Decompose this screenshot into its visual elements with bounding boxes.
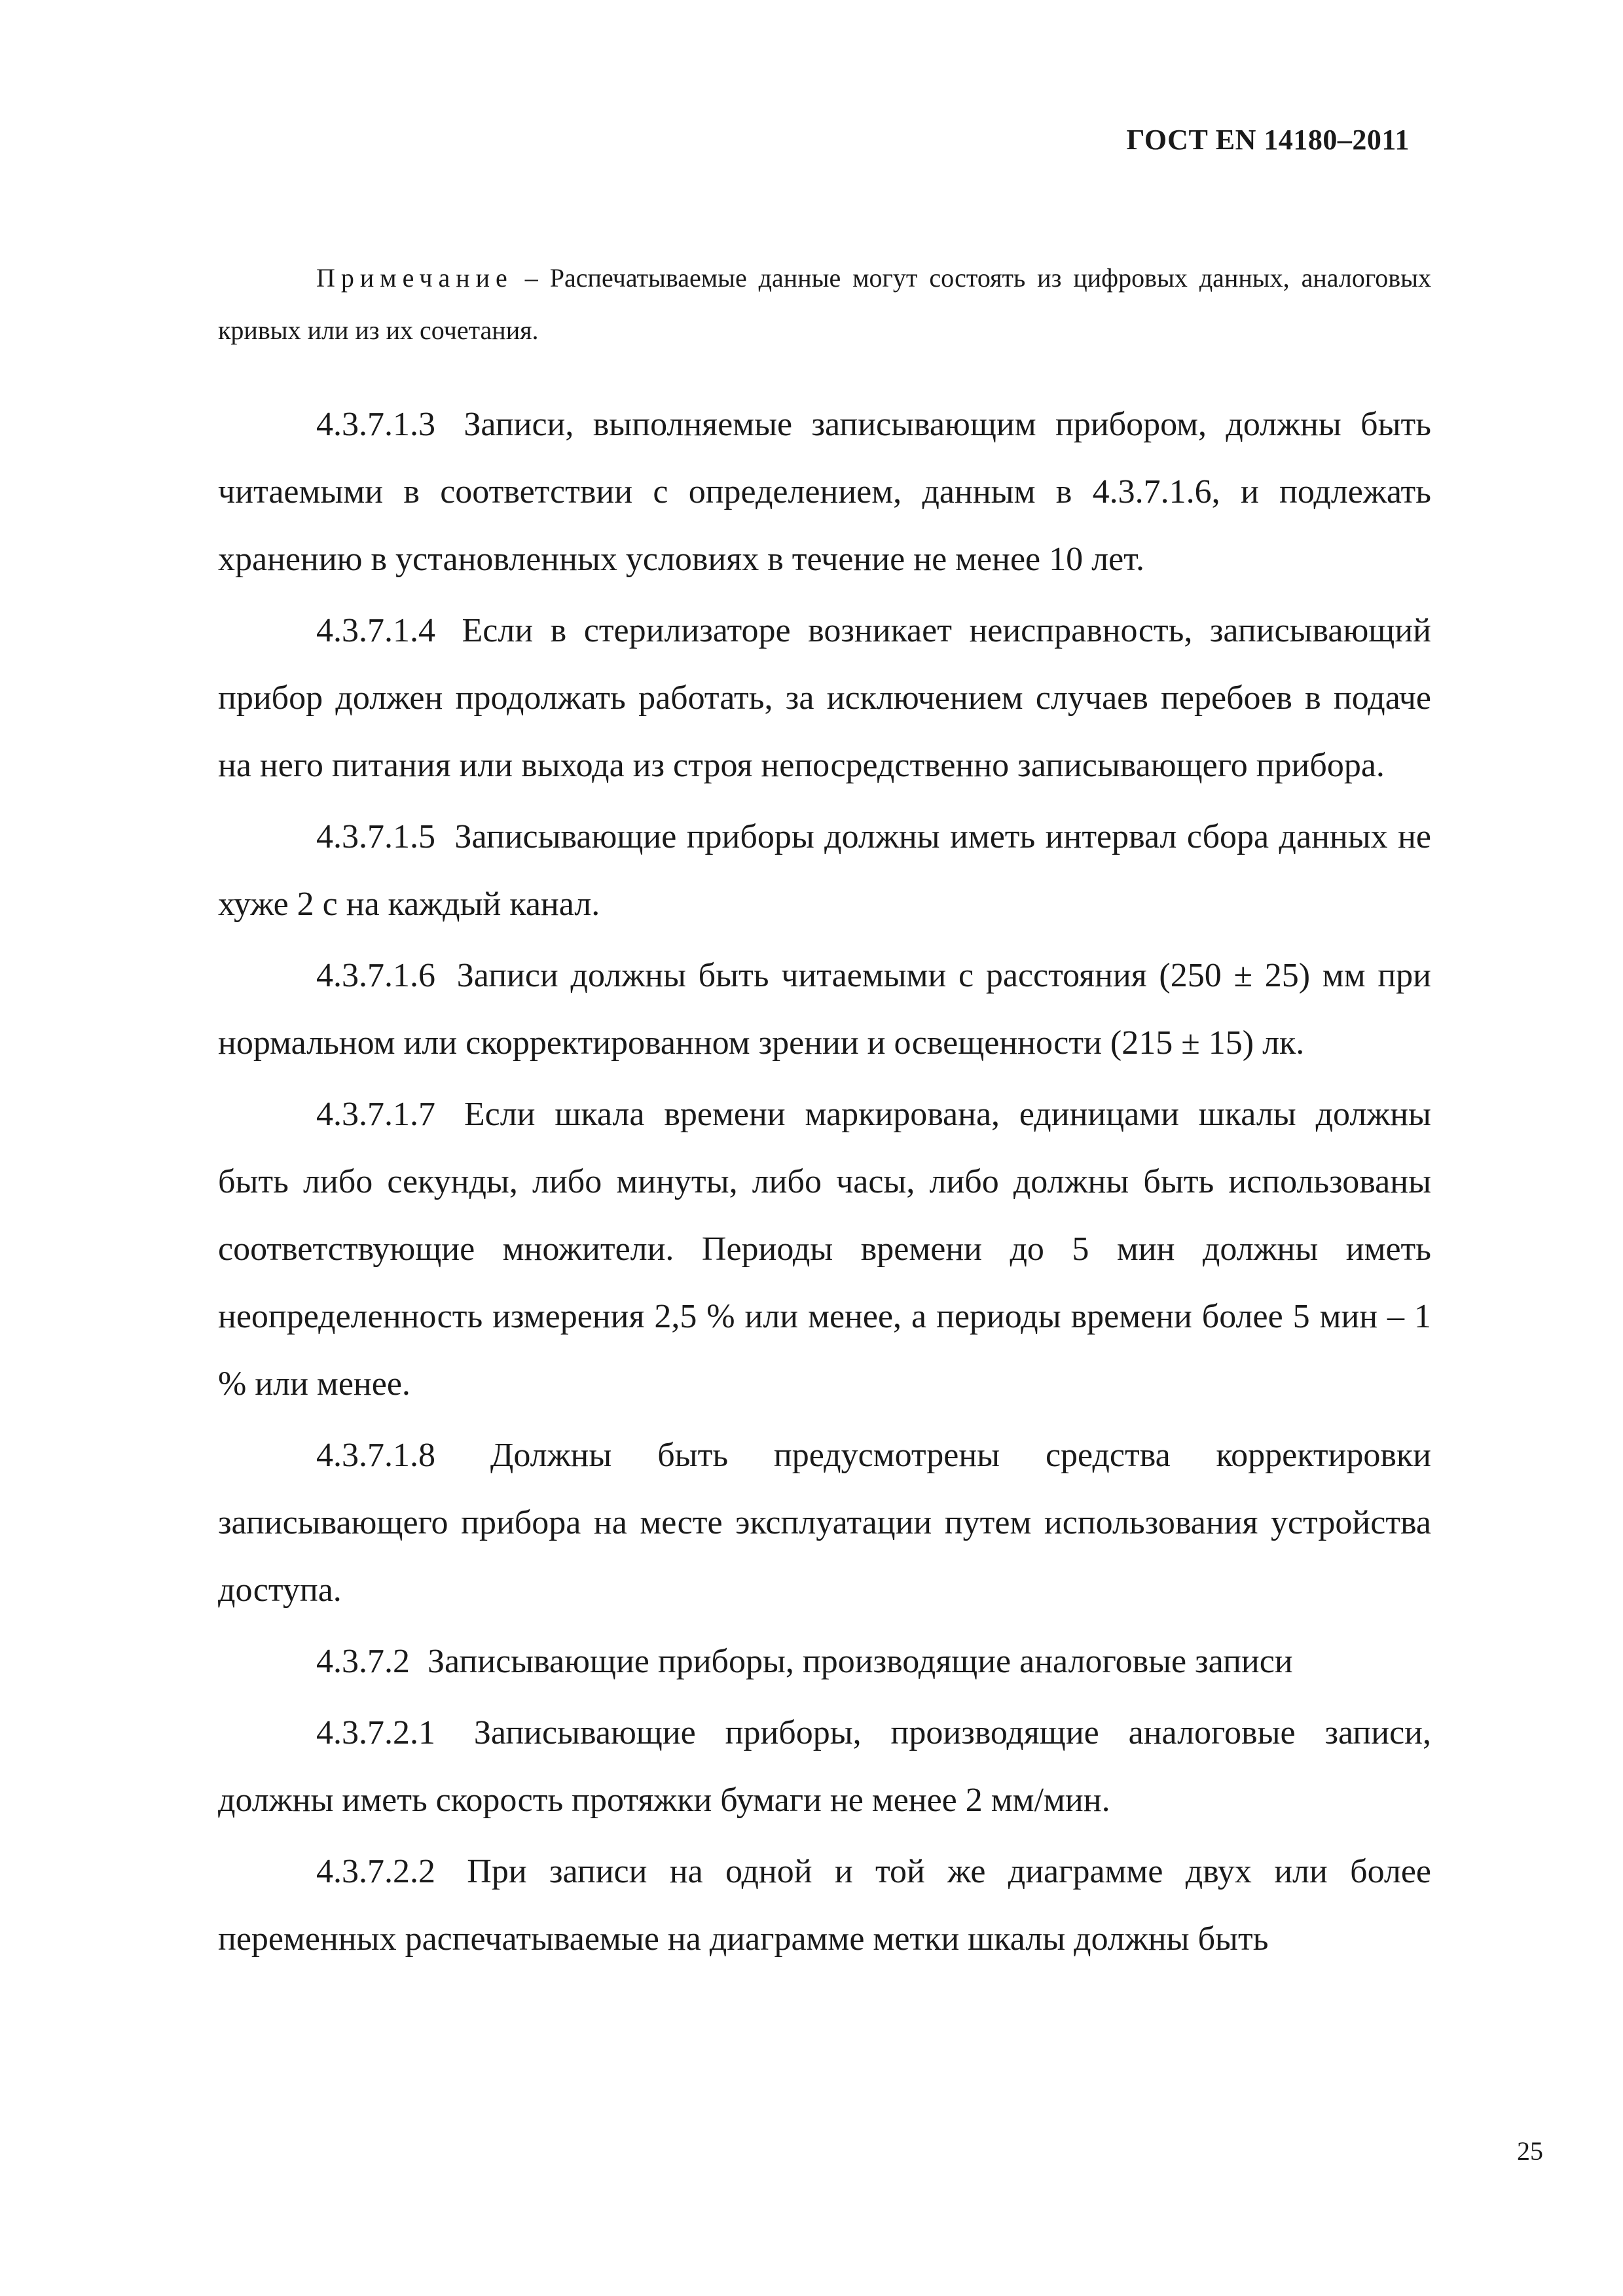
- paragraph-text: Если в стерилизаторе возникает неисправность, записывающий прибор должен продолжать работать, за исключением случаев перебоев в подаче на него питания или выхода из строя непосредственно записывающего прибора.: [218, 612, 1431, 784]
- paragraph-number: 4.3.7.2.1: [316, 1714, 435, 1751]
- paragraph-4-3-7-2-2: [218, 1838, 1431, 1973]
- paragraph-4-3-7-1-3: [218, 391, 1431, 593]
- document-code: ГОСТ EN 14180–2011: [1126, 124, 1410, 156]
- paragraph-text: Записывающие приборы, производящие аналоговые записи: [428, 1643, 1293, 1680]
- paragraph-number: 4.3.7.1.7: [316, 1096, 435, 1133]
- paragraph-text: Записывающие приборы, производящие аналоговые записи, должны иметь скорость протяжки бумаги не менее 2 мм/мин.: [218, 1714, 1431, 1819]
- paragraph-4-3-7-2: [218, 1628, 1431, 1695]
- note-text: Распечатываемые данные могут состоять из цифровых данных, аналоговых кривых или из их сочетания.: [218, 263, 1432, 345]
- paragraph-4-3-7-2-1: [218, 1699, 1431, 1834]
- note-label: Примечание: [316, 263, 513, 293]
- paragraph-number: 4.3.7.1.3: [316, 406, 435, 443]
- paragraph-4-3-7-1-7: [218, 1081, 1431, 1418]
- paragraph-number: 4.3.7.1.8: [316, 1437, 435, 1474]
- paragraph-text: Записывающие приборы должны иметь интервал сбора данных не хуже 2 с на каждый канал.: [218, 818, 1432, 923]
- paragraph-text: Должны быть предусмотрены средства корректировки записывающего прибора на месте эксплуатации путем использования устройства доступа.: [218, 1437, 1432, 1609]
- paragraph-number: 4.3.7.1.6: [316, 957, 435, 994]
- paragraph-4-3-7-1-6: [218, 942, 1431, 1077]
- paragraph-text: При записи на одной и той же диаграмме двух или более переменных распечатываемые на диаграмме метки шкалы должны быть: [218, 1853, 1432, 1958]
- paragraph-number: 4.3.7.1.4: [316, 612, 435, 649]
- paragraph-4-3-7-1-5: [218, 803, 1431, 938]
- paragraph-text: Записи должны быть читаемыми с расстояния (250 ± 25) мм при нормальном или скорректированном зрении и освещенности (215 ± 15) лк.: [218, 957, 1432, 1062]
- page-number: 25: [1517, 2136, 1543, 2166]
- paragraph-text: Записи, выполняемые записывающим прибором, должны быть читаемыми в соответствии с определением, данным в 4.3.7.1.6, и подлежать хранению в установленных условиях в течение не менее 10 лет.: [218, 406, 1431, 578]
- paragraph-number: 4.3.7.2: [316, 1643, 410, 1680]
- paragraph-number: 4.3.7.2.2: [316, 1853, 435, 1890]
- note-dash: –: [524, 263, 538, 293]
- note: [218, 252, 1431, 357]
- paragraph-number: 4.3.7.1.5: [316, 818, 435, 855]
- paragraph-4-3-7-1-8: [218, 1422, 1431, 1624]
- paragraph-text: Если шкала времени маркирована, единицами шкалы должны быть либо секунды, либо минуты, либо часы, либо должны быть использованы соответствующие множители. Периоды времени до 5 мин должны иметь неопределенность измерения 2,5 % или менее, а периоды времени более 5 мин – 1 % или менее.: [218, 1096, 1431, 1403]
- paragraph-4-3-7-1-4: [218, 597, 1431, 799]
- page-body: [218, 252, 1431, 1977]
